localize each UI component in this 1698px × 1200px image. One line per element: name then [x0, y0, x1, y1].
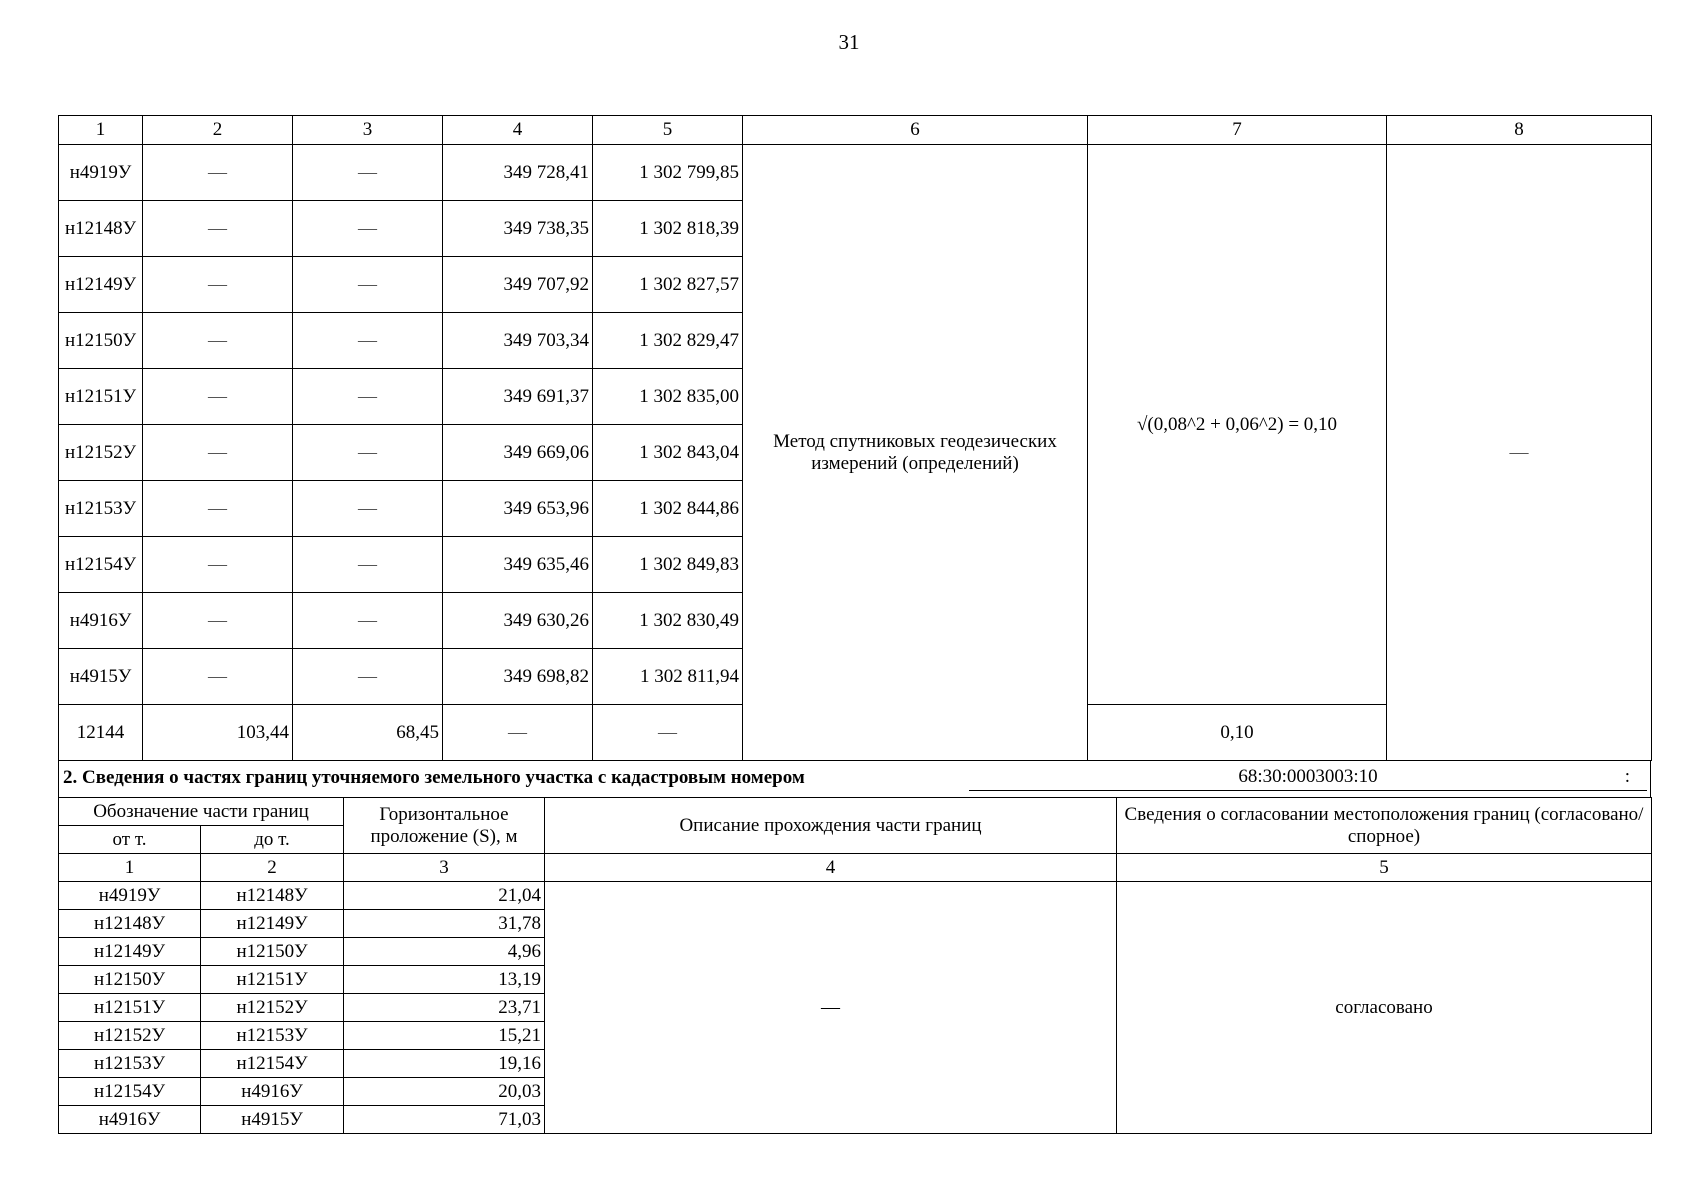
point-name: н12151У	[59, 369, 143, 425]
table-header-row	[59, 798, 1652, 826]
x-coordinate: 349 691,37	[443, 369, 593, 425]
to-point: н12154У	[201, 1050, 344, 1078]
point-name: н4916У	[59, 593, 143, 649]
column-header: 3	[293, 116, 443, 145]
column-header: 7	[1088, 116, 1387, 145]
to-point: н4916У	[201, 1078, 344, 1106]
from-point: н12149У	[59, 938, 201, 966]
from-point: н12153У	[59, 1050, 201, 1078]
cell-value: —	[143, 537, 293, 593]
length-value: 19,16	[344, 1050, 545, 1078]
point-name: н12149У	[59, 257, 143, 313]
x-coordinate: 349 635,46	[443, 537, 593, 593]
from-point: н12148У	[59, 910, 201, 938]
cell-value: —	[293, 425, 443, 481]
point-name: н4915У	[59, 649, 143, 705]
cell-value: —	[143, 481, 293, 537]
y-coordinate: 1 302 799,85	[593, 145, 743, 201]
cell-value: —	[293, 537, 443, 593]
x-coordinate: —	[443, 705, 593, 761]
column-header: 2	[143, 116, 293, 145]
y-coordinate: 1 302 843,04	[593, 425, 743, 481]
column-header: 8	[1387, 116, 1652, 145]
y-coordinate: 1 302 835,00	[593, 369, 743, 425]
x-coordinate: 349 669,06	[443, 425, 593, 481]
column-header: 6	[743, 116, 1088, 145]
table-row	[59, 145, 1652, 201]
cell-value: —	[293, 257, 443, 313]
column-number: 2	[201, 854, 344, 882]
column-number: 5	[1117, 854, 1652, 882]
cell-value: 103,44	[143, 705, 293, 761]
length-value: 21,04	[344, 882, 545, 910]
cell-value: —	[293, 369, 443, 425]
length-value: 31,78	[344, 910, 545, 938]
x-coordinate: 349 703,34	[443, 313, 593, 369]
x-coordinate: 349 738,35	[443, 201, 593, 257]
y-coordinate: 1 302 849,83	[593, 537, 743, 593]
header-to: до т.	[201, 826, 344, 854]
to-point: н12149У	[201, 910, 344, 938]
x-coordinate: 349 698,82	[443, 649, 593, 705]
header-part: Обозначение части границ	[59, 798, 344, 826]
method-cell: Метод спутниковых геодезических измерений (определений)	[743, 145, 1088, 761]
section-2-heading	[58, 760, 1651, 797]
point-name: н12154У	[59, 537, 143, 593]
header-description: Описание прохождения части границ	[545, 798, 1117, 854]
from-point: н4916У	[59, 1106, 201, 1134]
cell-value: 68,45	[293, 705, 443, 761]
cell-value: —	[143, 649, 293, 705]
header-length: Горизонтальное проложение (S), м	[344, 798, 545, 854]
column-number-row	[59, 854, 1652, 882]
point-name: 12144	[59, 705, 143, 761]
cell-value: —	[143, 257, 293, 313]
cell-value: —	[143, 593, 293, 649]
formula-cell: √(0,08^2 + 0,06^2) = 0,10	[1088, 145, 1387, 705]
section-title: 2. Сведения о частях границ уточняемого земельного участка с кадастровым номером	[63, 767, 805, 788]
x-coordinate: 349 707,92	[443, 257, 593, 313]
y-coordinate: 1 302 818,39	[593, 201, 743, 257]
cell-value: —	[293, 481, 443, 537]
point-name: н4919У	[59, 145, 143, 201]
point-name: н12150У	[59, 313, 143, 369]
cell-value: —	[143, 425, 293, 481]
from-point: н4919У	[59, 882, 201, 910]
point-name: н12153У	[59, 481, 143, 537]
length-value: 71,03	[344, 1106, 545, 1134]
header-agreement: Сведения о согласовании местоположения границ (согласовано/спорное)	[1117, 798, 1652, 854]
y-coordinate: 1 302 829,47	[593, 313, 743, 369]
cell-value: —	[293, 593, 443, 649]
page-number: 31	[838, 30, 860, 54]
y-coordinate: 1 302 844,86	[593, 481, 743, 537]
to-point: н12150У	[201, 938, 344, 966]
column-number: 4	[545, 854, 1117, 882]
y-coordinate: 1 302 811,94	[593, 649, 743, 705]
from-point: н12152У	[59, 1022, 201, 1050]
length-value: 20,03	[344, 1078, 545, 1106]
length-value: 15,21	[344, 1022, 545, 1050]
length-value: 13,19	[344, 966, 545, 994]
to-point: н12153У	[201, 1022, 344, 1050]
column-number: 1	[59, 854, 201, 882]
boundary-parts-table	[58, 797, 1652, 1134]
cadastral-number: 68:30:0003003:10	[969, 766, 1647, 791]
agreement-cell: согласовано	[1117, 882, 1652, 1134]
cell-value: —	[293, 201, 443, 257]
cell-value: —	[143, 201, 293, 257]
table-row	[59, 882, 1652, 910]
from-point: н12150У	[59, 966, 201, 994]
column-number: 3	[344, 854, 545, 882]
point-name: н12152У	[59, 425, 143, 481]
heading-colon: :	[1624, 766, 1630, 787]
to-point: н12151У	[201, 966, 344, 994]
length-value: 4,96	[344, 938, 545, 966]
x-coordinate: 349 728,41	[443, 145, 593, 201]
cell-value: —	[293, 145, 443, 201]
y-coordinate: 1 302 830,49	[593, 593, 743, 649]
column-header: 4	[443, 116, 593, 145]
cell-value: —	[143, 369, 293, 425]
to-point: н12152У	[201, 994, 344, 1022]
length-value: 23,71	[344, 994, 545, 1022]
boundary-points-table	[58, 115, 1652, 761]
to-point: н12148У	[201, 882, 344, 910]
column-header: 5	[593, 116, 743, 145]
cell-value: —	[293, 313, 443, 369]
table-header-row	[59, 116, 1652, 145]
accuracy-value: 0,10	[1088, 705, 1387, 761]
y-coordinate: —	[593, 705, 743, 761]
from-point: н12151У	[59, 994, 201, 1022]
cell-value: —	[293, 649, 443, 705]
y-coordinate: 1 302 827,57	[593, 257, 743, 313]
description-cell: —	[545, 882, 1117, 1134]
point-name: н12148У	[59, 201, 143, 257]
to-point: н4915У	[201, 1106, 344, 1134]
x-coordinate: 349 630,26	[443, 593, 593, 649]
cell-value: —	[143, 145, 293, 201]
x-coordinate: 349 653,96	[443, 481, 593, 537]
col8-cell: —	[1387, 145, 1652, 761]
from-point: н12154У	[59, 1078, 201, 1106]
header-from: от т.	[59, 826, 201, 854]
column-header: 1	[59, 116, 143, 145]
cell-value: —	[143, 313, 293, 369]
